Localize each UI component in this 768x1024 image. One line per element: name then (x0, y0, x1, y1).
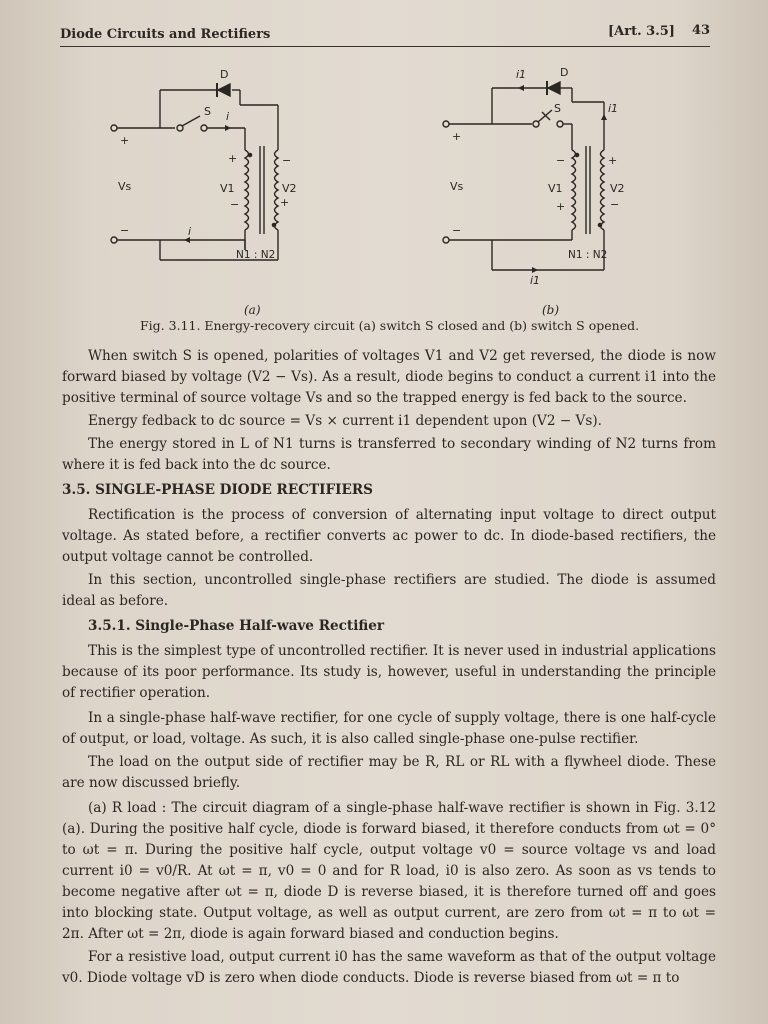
switch-label: S (554, 102, 561, 115)
section-heading: 3.5. SINGLE-PHASE DIODE RECTIFIERS (62, 482, 373, 498)
vs-label: Vs (450, 180, 464, 193)
paragraph: In this section, uncontrolled single-phase rectifiers are studied. The diode is assumed ideal as before. (62, 572, 716, 609)
v2-label: V2 (610, 182, 625, 195)
turns-ratio-label: N1 : N2 (568, 249, 608, 261)
current-label-right: i1 (608, 102, 619, 115)
paragraph: In a single-phase half-wave rectifier, for one cycle of supply voltage, there is one half-cycle of output, or load, voltage. As such, it is also called single-phase one-pulse rectifier. (62, 710, 716, 747)
switch-label: S (204, 105, 211, 118)
body-text (62, 346, 716, 989)
paragraph: Energy fedback to dc source = Vs × current i1 dependent upon (V2 − Vs). (88, 413, 602, 429)
minus-sign: − (610, 198, 620, 211)
figure-sublabel-b: (b) (542, 303, 560, 317)
circuit-diagram-b (432, 60, 702, 300)
plus-sign: + (228, 152, 238, 165)
diode-label: D (220, 68, 229, 81)
v1-label: V1 (220, 182, 235, 195)
paragraph: (a) R load : The circuit diagram of a single-phase half-wave rectifier is shown in Fig. 3.12 (a). During the positive half cycle, diode is forward biased, it therefore conducts from ωt = 0° to ωt = π. During the positive half cycle, output voltage v0 = source voltage vs and load current i0 = v0/R. At ωt = π, v0 = 0 and for R load, i0 is also zero. As soon as vs tends to become negative after ωt = π, diode D is reverse biased, it is therefore turned off and goes into blocking state. Output voltage, as well as output current, are zero from ωt = π to ωt = 2π. After ωt = 2π, diode is again forward biased and conduction begins. (62, 800, 716, 942)
v2-label: V2 (282, 182, 297, 195)
switch-blade (182, 116, 200, 126)
plus-sign: + (120, 134, 130, 147)
plus-sign: + (452, 130, 462, 143)
paragraph: For a resistive load, output current i0 has the same waveform as that of the output voltage v0. Diode voltage vD is zero when diode conducts. Diode is reverse biased from ωt = π to (62, 949, 716, 986)
subsection-heading: 3.5.1. Single-Phase Half-wave Rectifier (88, 618, 385, 634)
plus-sign: + (556, 200, 566, 213)
figure-sublabel-a: (a) (244, 303, 261, 317)
v1-label: V1 (548, 182, 563, 195)
current-label-top: i (226, 110, 230, 123)
current-label-bottom: i1 (530, 274, 541, 287)
plus-sign: + (280, 196, 290, 209)
current-label-top: i1 (516, 68, 527, 81)
diode-label: D (560, 66, 569, 79)
figure-caption: Fig. 3.11. Energy-recovery circuit (a) switch S closed and (b) switch S opened. (140, 318, 640, 333)
paragraph: The load on the output side of rectifier may be R, RL or RL with a flywheel diode. These are now discussed briefly. (62, 754, 716, 791)
minus-sign: − (452, 224, 462, 237)
paragraph: When switch S is opened, polarities of voltages V1 and V2 get reversed, the diode is now forward biased by voltage (V2 − Vs). As a result, diode begins to conduct a current i1 into the positive terminal of source voltage Vs and so the trapped energy is fed back to the source. (62, 348, 716, 406)
article-number: [Art. 3.5] (608, 24, 675, 39)
header-rule (60, 46, 710, 47)
running-head (60, 22, 710, 46)
paragraph: This is the simplest type of uncontrolled rectifier. It is never used in industrial applications because of its poor performance. Its study is, however, useful in understanding the principle of rectifier operation. (62, 643, 716, 701)
paragraph: The energy stored in L of N1 turns is transferred to secondary winding of N2 turns from where it is fed back into the dc source. (62, 436, 716, 473)
circuit-diagram-a (100, 60, 400, 300)
switch-blade (538, 110, 552, 122)
chapter-title: Diode Circuits and Rectifiers (60, 27, 271, 42)
minus-sign: − (556, 154, 566, 167)
page-number: 43 (692, 23, 711, 38)
current-label-bottom: i (188, 225, 192, 238)
paragraph: Rectification is the process of conversion of alternating input voltage to direct output voltage. As stated before, a rectifier converts ac power to dc. In diode-based rectifiers, the output voltage cannot be controlled. (62, 507, 716, 565)
turns-ratio-label: N1 : N2 (236, 249, 276, 261)
minus-sign: − (120, 224, 130, 237)
minus-sign: − (230, 198, 240, 211)
plus-sign: + (608, 154, 618, 167)
minus-sign: − (282, 154, 292, 167)
vs-label: Vs (118, 180, 132, 193)
